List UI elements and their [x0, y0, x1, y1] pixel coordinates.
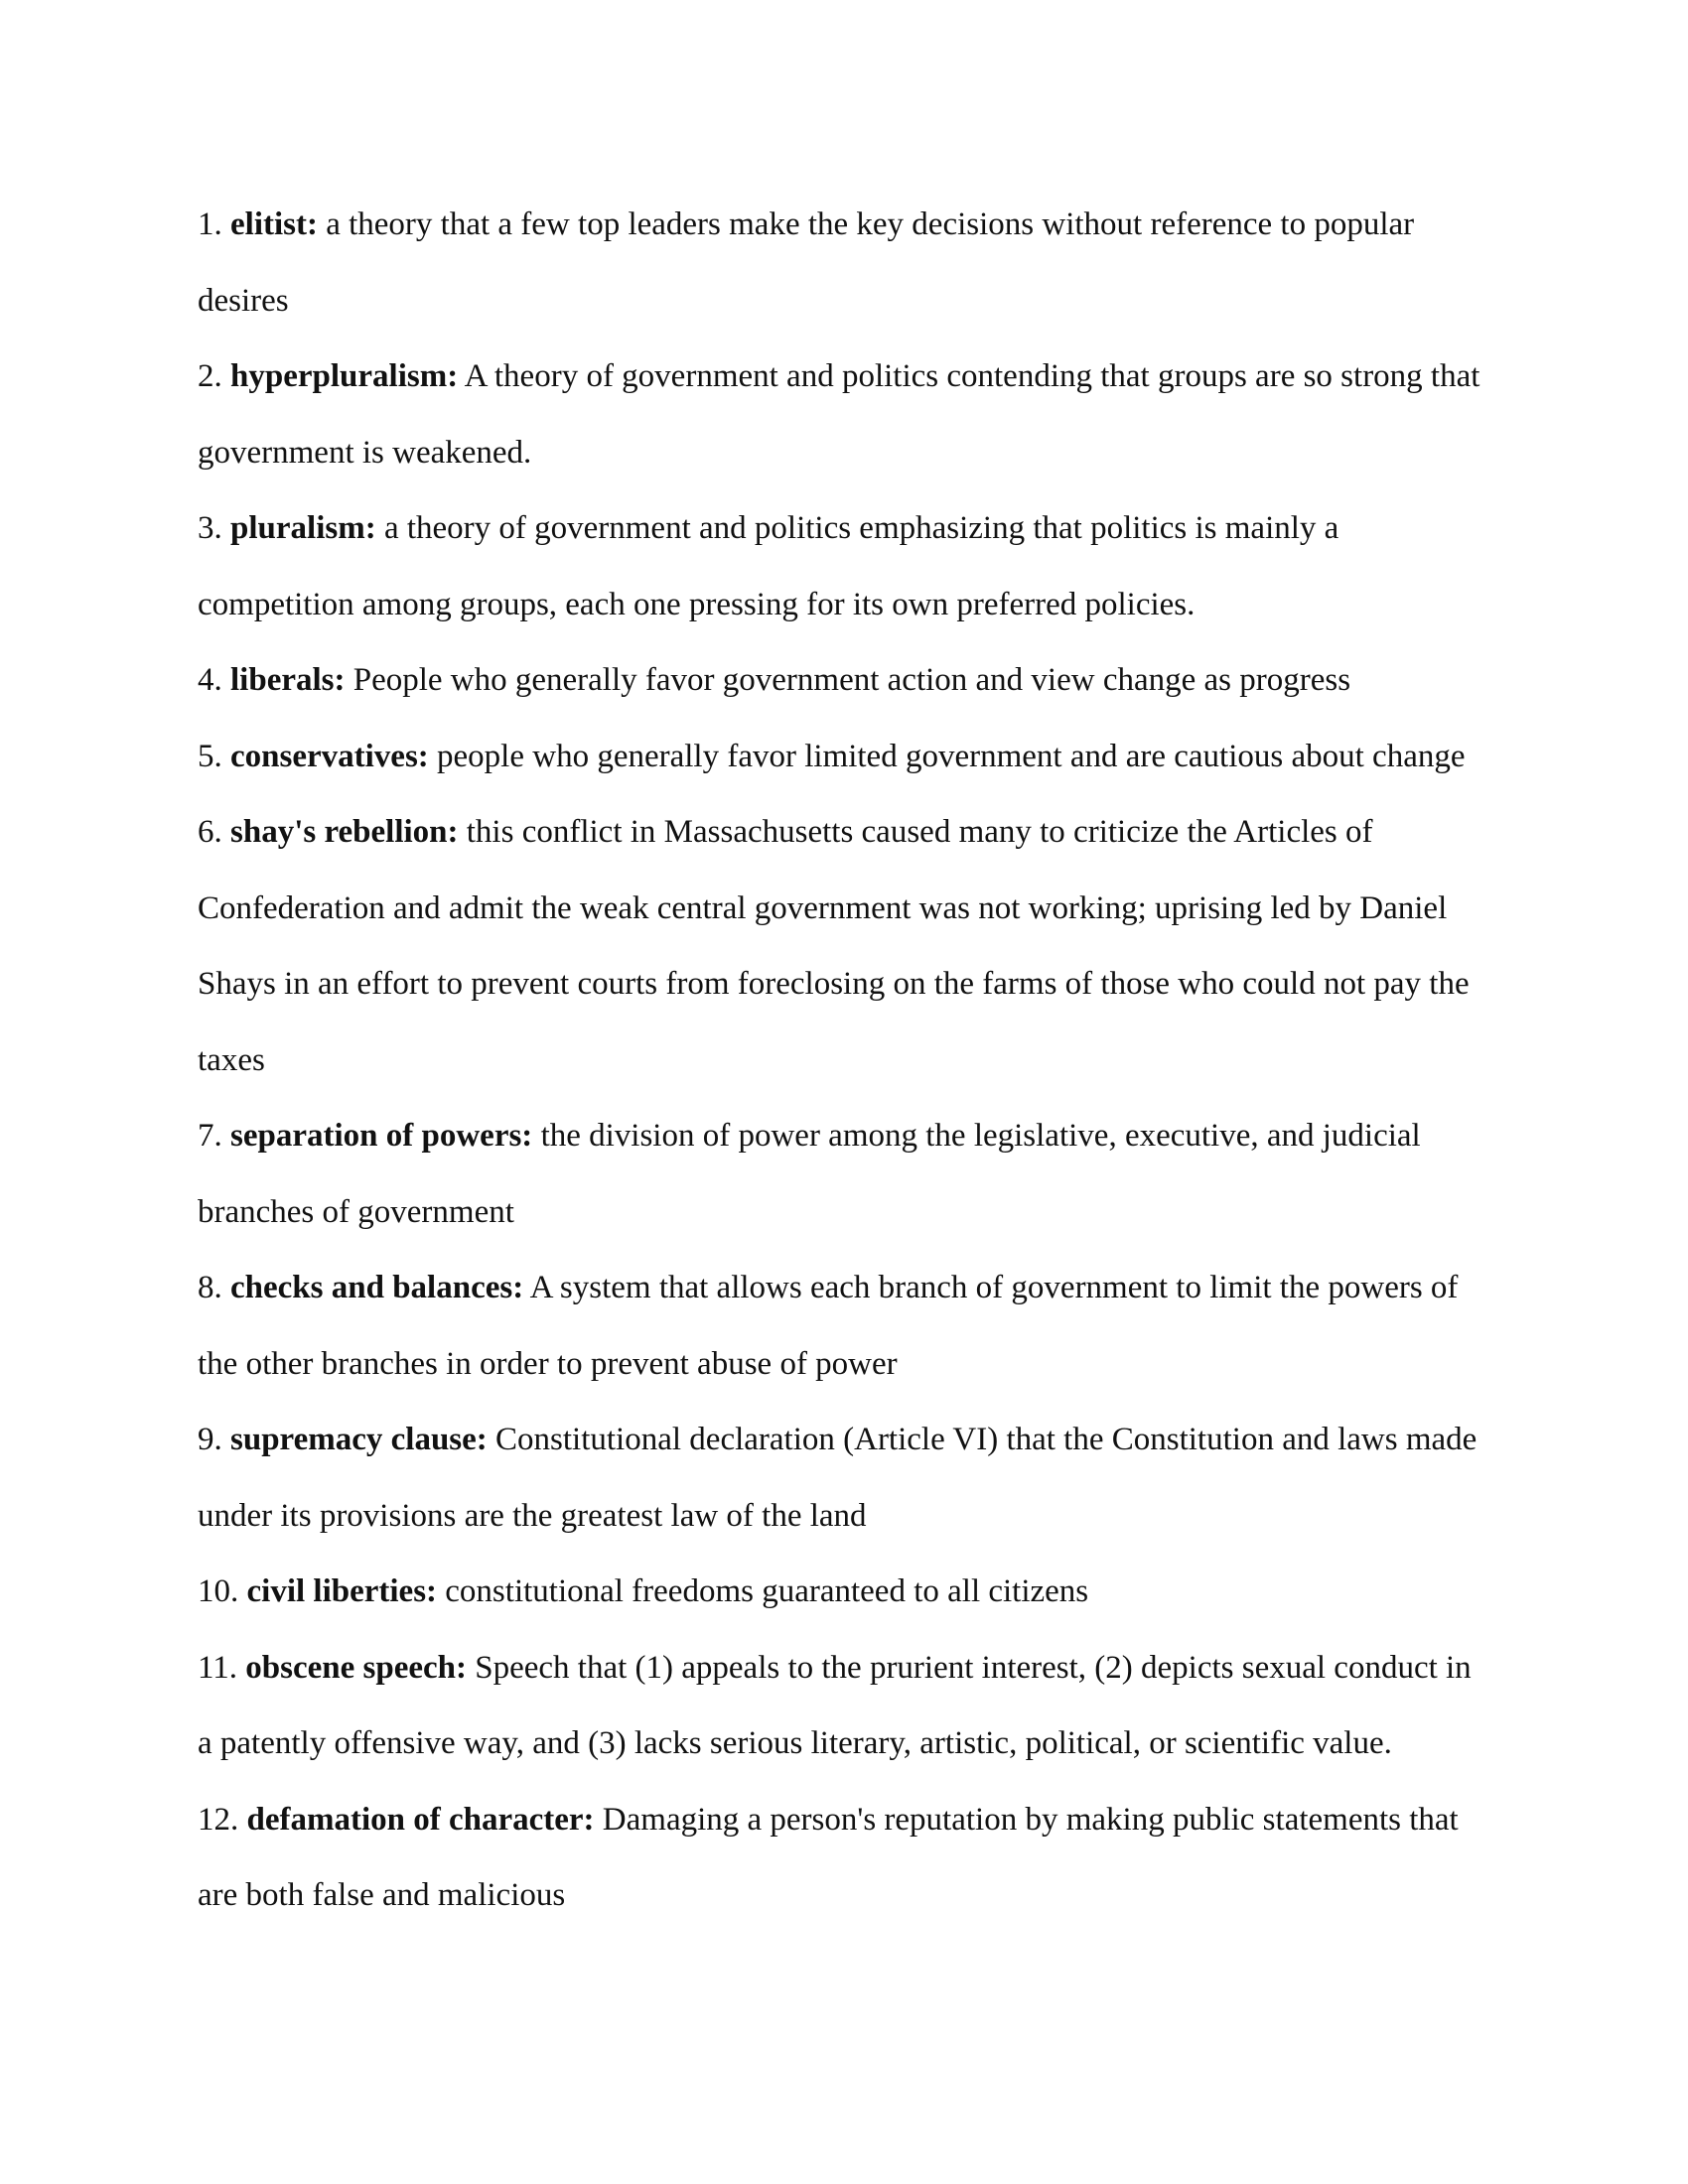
glossary-entry	[198, 1402, 1488, 1554]
entry-term: civil liberties:	[246, 1573, 438, 1609]
entry-definition: Constitutional declaration (Article VI) that the Constitution and laws made under its provisions are the greatest law of the land	[198, 1422, 1477, 1534]
glossary-entry	[198, 490, 1488, 642]
entry-definition: a theory of government and politics emphasizing that politics is mainly a competition among groups, each one pressing for its own preferred policies.	[198, 510, 1339, 622]
entry-definition: a theory that a few top leaders make the key decisions without reference to popular desires	[198, 206, 1415, 319]
entry-number: 12.	[198, 1801, 239, 1838]
entry-term: shay's rebellion:	[230, 814, 459, 850]
entry-term: elitist:	[230, 206, 318, 242]
entry-definition: this conflict in Massachusetts caused many to criticize the Articles of Confederation and admit the weak central government was not working; uprising led by Daniel Shays in an effort to prevent courts from foreclosing on the farms of those who could not pay the taxes	[198, 814, 1470, 1078]
glossary-entry	[198, 1630, 1488, 1782]
entry-definition: Damaging a person's reputation by making public statements that are both false and malicious	[198, 1801, 1459, 1913]
entry-definition: constitutional freedoms guaranteed to all citizens	[445, 1573, 1089, 1609]
entry-term: liberals:	[230, 662, 346, 698]
entry-term: defamation of character:	[246, 1801, 595, 1838]
glossary-entry	[198, 1782, 1488, 1934]
entry-number: 11.	[198, 1649, 238, 1686]
entry-number: 5.	[198, 738, 222, 774]
entry-term: supremacy clause:	[230, 1422, 488, 1457]
glossary-entry	[198, 1098, 1488, 1250]
entry-definition: People who generally favor government action and view change as progress	[352, 662, 1351, 698]
entry-term: conservatives:	[230, 738, 429, 774]
entry-definition: the division of power among the legislative, executive, and judicial branches of government	[198, 1118, 1421, 1230]
glossary-entry	[198, 1554, 1488, 1630]
entry-number: 4.	[198, 662, 222, 698]
entry-number: 2.	[198, 358, 222, 394]
glossary-list	[198, 187, 1488, 1934]
entry-number: 10.	[198, 1573, 239, 1609]
entry-definition: A theory of government and politics contending that groups are so strong that government is weakened.	[198, 358, 1480, 471]
glossary-entry	[198, 187, 1488, 339]
glossary-entry	[198, 642, 1488, 719]
entry-number: 7.	[198, 1118, 222, 1154]
glossary-entry	[198, 339, 1488, 490]
entry-term: pluralism:	[230, 510, 376, 546]
entry-number: 1.	[198, 206, 222, 242]
entry-definition: A system that allows each branch of government to limit the powers of the other branches in order to prevent abuse of power	[198, 1270, 1459, 1382]
entry-definition: Speech that (1) appeals to the prurient interest, (2) depicts sexual conduct in a patently offensive way, and (3) lacks serious literary, artistic, political, or scientific value.	[198, 1649, 1472, 1761]
glossary-entry	[198, 719, 1488, 795]
entry-term: checks and balances:	[230, 1270, 524, 1305]
entry-term: obscene speech:	[245, 1649, 467, 1686]
glossary-entry	[198, 794, 1488, 1098]
entry-number: 9.	[198, 1422, 222, 1457]
entry-definition: people who generally favor limited government and are cautious about change	[437, 738, 1466, 774]
entry-number: 3.	[198, 510, 222, 546]
entry-number: 6.	[198, 814, 222, 850]
entry-term: separation of powers:	[230, 1118, 533, 1154]
glossary-entry	[198, 1250, 1488, 1402]
entry-number: 8.	[198, 1270, 222, 1305]
entry-term: hyperpluralism:	[230, 358, 459, 394]
